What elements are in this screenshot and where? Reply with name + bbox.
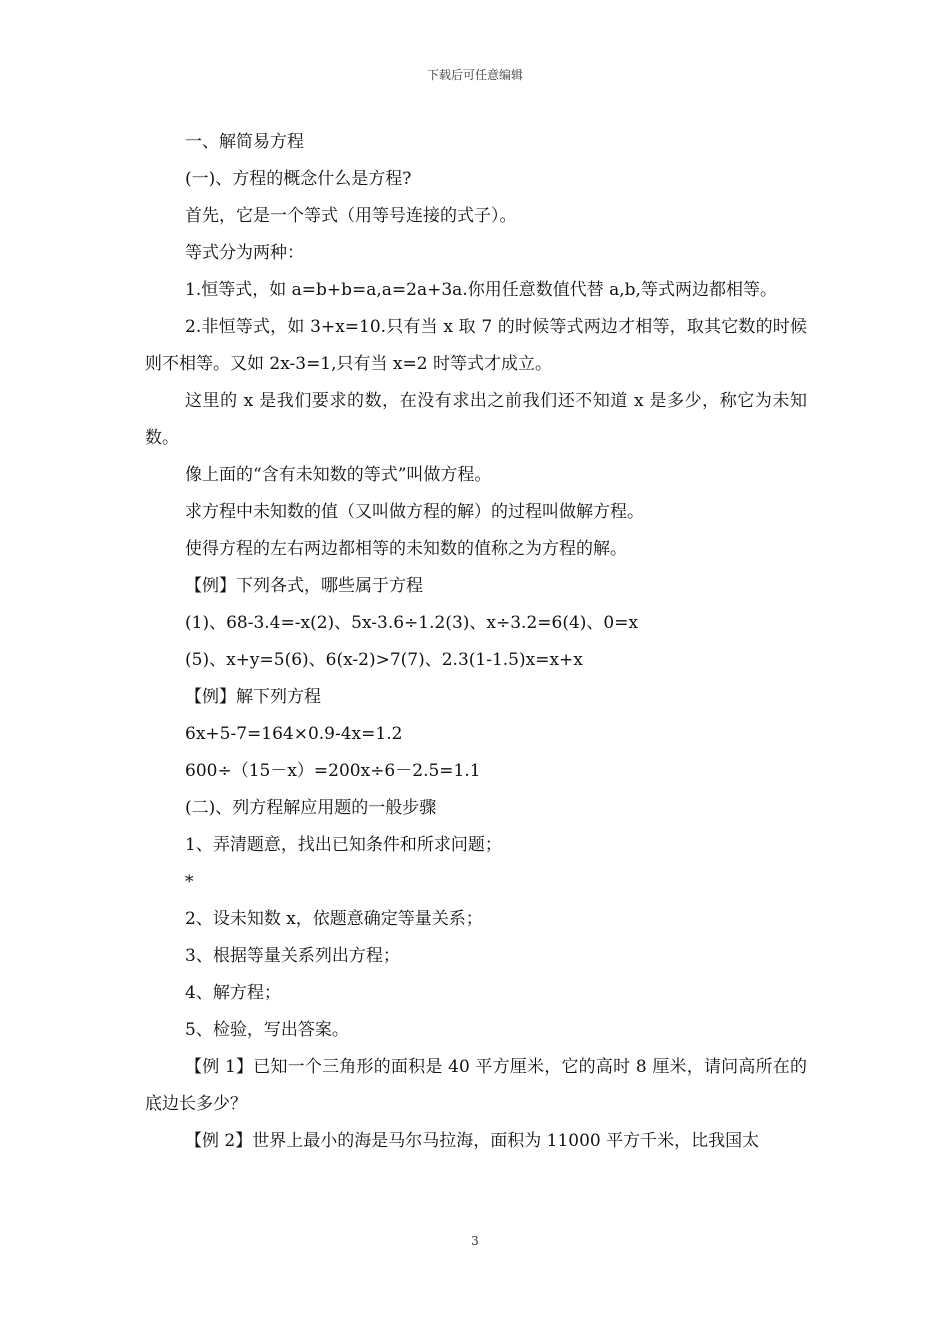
- subsection-title: (一)、方程的概念什么是方程?: [185, 169, 412, 189]
- example-problem: 【例 2】世界上最小的海是马尔马拉海，面积为 11000 平方千米，比我国太: [185, 1131, 760, 1151]
- paragraph: 像上面的“含有未知数的等式”叫做方程。: [185, 465, 492, 485]
- paragraph: 求方程中未知数的值（又叫做方程的解）的过程叫做解方程。: [185, 502, 644, 522]
- section-title: 一、解简易方程: [185, 132, 304, 152]
- example-problem: 【例 1】已知一个三角形的面积是 40 平方厘米，它的高时 8 厘米，请问高所在的底边长多少？: [145, 1057, 807, 1114]
- step-item: 3、根据等量关系列出方程；: [185, 946, 400, 966]
- page-header: 下载后可任意编辑: [426, 68, 523, 82]
- paragraph: 首先，它是一个等式（用等号连接的式子）。: [185, 206, 517, 226]
- paragraph: 2.非恒等式，如 3+x=10.只有当 x 取 7 的时候等式两边才相等，取其它数的时候则不相等。又如 2x-3=1,只有当 x=2 时等式才成立。: [145, 317, 807, 374]
- step-item: 1、弄清题意，找出已知条件和所求问题；: [185, 835, 502, 855]
- paragraph: 这里的 x 是我们要求的数，在没有求出之前我们还不知道 x 是多少，称它为未知数。: [145, 391, 807, 448]
- step-item: 2、设未知数 x，依题意确定等量关系；: [185, 909, 483, 929]
- step-item: 5、检验，写出答案。: [185, 1020, 349, 1040]
- example-heading: 【例】解下列方程: [185, 687, 321, 707]
- asterisk-marker: *: [185, 872, 194, 892]
- paragraph: 等式分为两种：: [185, 243, 304, 263]
- paragraph: 1.恒等式，如 a=b+b=a,a=2a+3a.你用任意数值代替 a,b,等式两边都相等。: [185, 280, 777, 300]
- subsection-title: (二)、列方程解应用题的一般步骤: [185, 798, 437, 818]
- equation-line: 6x+5-7=164×0.9-4x=1.2: [185, 724, 403, 744]
- equation-line: 600÷（15－x）=200x÷6－2.5=1.1: [185, 761, 481, 781]
- document-body: [145, 124, 807, 1160]
- equation-line: (5)、x+y=5(6)、6(x-2)>7(7)、2.3(1-1.5)x=x+x: [185, 650, 583, 670]
- step-item: 4、解方程；: [185, 983, 281, 1003]
- example-heading: 【例】下列各式，哪些属于方程: [185, 576, 423, 596]
- page-number: 3: [471, 1234, 479, 1248]
- equation-line: (1)、68-3.4=-x(2)、5x-3.6÷1.2(3)、x÷3.2=6(4)、0=x: [185, 613, 639, 633]
- paragraph: 使得方程的左右两边都相等的未知数的值称之为方程的解。: [185, 539, 627, 559]
